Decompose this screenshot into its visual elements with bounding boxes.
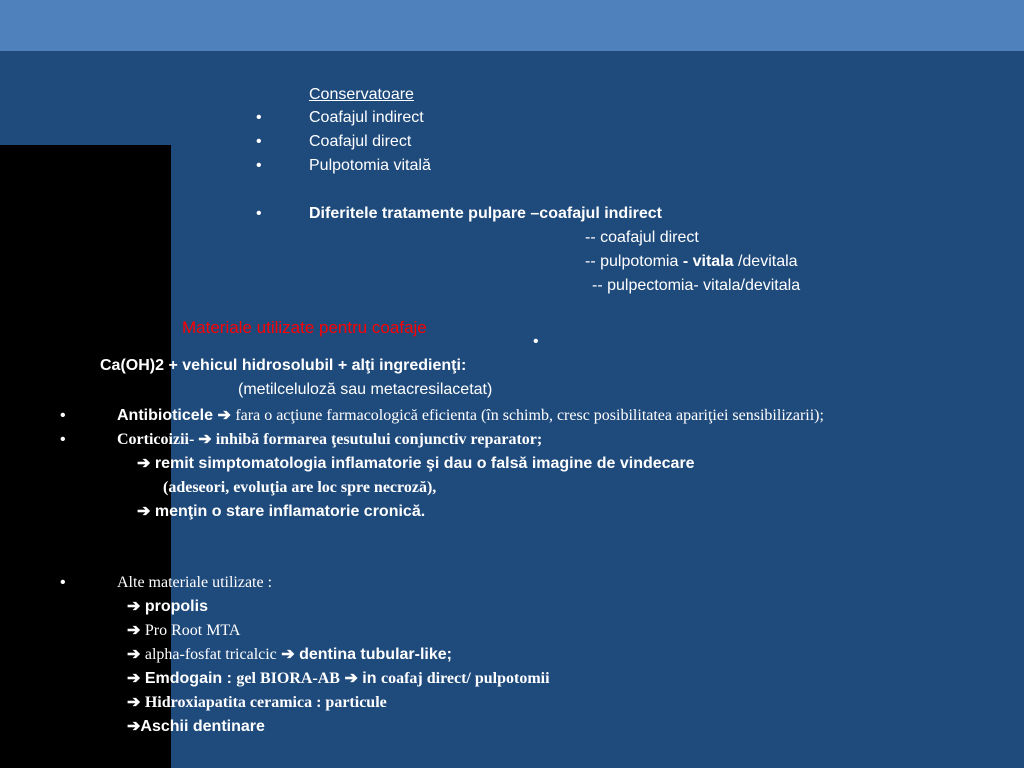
corticoizi-sub <box>137 502 425 522</box>
list-item: Pulpotomia vitală <box>309 157 431 174</box>
bullet: • <box>256 157 262 174</box>
item-text: coafaj direct/ pulpotomii <box>380 670 550 687</box>
arrow-icon: ➔ <box>137 503 151 520</box>
antibiotice-text: fara o acţiune farmacologică eficienta (în schimb, cresc posibilitatea apariţiei sensibilizarii); <box>235 407 824 424</box>
tratamente-line <box>585 252 798 272</box>
line-bold: - vitala <box>682 253 734 270</box>
corticoizi-sub <box>137 454 695 474</box>
tratamente-line: -- pulpectomia- vitala/devitala <box>592 277 801 294</box>
bullet: • <box>533 333 539 350</box>
alte-item <box>127 621 240 641</box>
item-text: propolis <box>144 598 208 615</box>
corticoizi-line <box>117 430 542 450</box>
item-text: gel BIORA-AB <box>236 670 340 687</box>
bullet: • <box>60 407 66 424</box>
arrow-icon: ➔ <box>127 718 141 735</box>
formula-line: Ca(OH)2 + vehicul hidrosolubil + alţi ingredienţi: <box>100 357 467 374</box>
alte-item <box>127 693 387 713</box>
corticoizi-text: inhibă formarea ţesutului conjunctiv reparator; <box>215 431 543 448</box>
list-item: Coafajul direct <box>309 133 412 150</box>
bullet: • <box>256 205 262 222</box>
corticoizi-sub: (adeseori, evoluţia are loc spre necroză), <box>163 479 437 496</box>
alte-title: Alte materiale utilizate : <box>117 574 273 591</box>
item-text: in <box>362 670 377 687</box>
bullet: • <box>60 431 66 448</box>
arrow-icon: ➔ <box>127 670 141 687</box>
item-text: Aschii dentinare <box>140 718 265 735</box>
tratamente-line: -- coafajul direct <box>585 229 699 246</box>
alte-item <box>127 669 550 689</box>
arrow-icon: ➔ <box>127 646 141 663</box>
arrow-icon: ➔ <box>217 407 231 424</box>
alte-item <box>127 717 265 737</box>
arrow-icon: ➔ <box>137 455 151 472</box>
line-text: /devitala <box>733 253 798 270</box>
bullet: • <box>60 574 66 591</box>
tratamente-title: Diferitele tratamente pulpare –coafajul indirect <box>309 205 662 222</box>
materiale-title: Materiale utilizate pentru coafaje <box>182 318 427 337</box>
item-text: Hidroxiapatita ceramica : particule <box>144 694 387 711</box>
line-text: -- pulpotomia <box>585 253 683 270</box>
arrow-icon: ➔ <box>127 622 141 639</box>
arrow-icon: ➔ <box>344 670 358 687</box>
item-text: alpha-fosfat tricalcic <box>144 646 277 663</box>
list-item: Coafajul indirect <box>309 109 424 126</box>
alte-item <box>127 597 208 617</box>
sub-text: remit simptomatologia inflamatorie şi dau o falsă imagine de vindecare <box>154 455 695 472</box>
header-band <box>0 0 1024 51</box>
arrow-icon: ➔ <box>127 694 141 711</box>
arrow-icon: ➔ <box>198 431 212 448</box>
arrow-icon: ➔ <box>281 646 295 663</box>
sub-text: menţin o stare inflamatorie cronică. <box>154 503 426 520</box>
item-label: Emdogain : <box>144 670 232 687</box>
corticoizi-label: Corticoizii- <box>117 431 195 448</box>
bullet: • <box>256 133 262 150</box>
bullet: • <box>256 109 262 126</box>
antibiotice-line <box>117 406 824 426</box>
alte-item <box>127 645 452 665</box>
conservatoare-heading: Conservatoare <box>309 86 414 103</box>
item-text: dentina tubular-like; <box>299 646 452 663</box>
arrow-icon: ➔ <box>127 598 141 615</box>
antibiotice-label: Antibioticele <box>117 407 214 424</box>
formula-sub: (metilceluloză sau metacresilacetat) <box>238 381 493 398</box>
item-text: Pro Root MTA <box>144 622 241 639</box>
